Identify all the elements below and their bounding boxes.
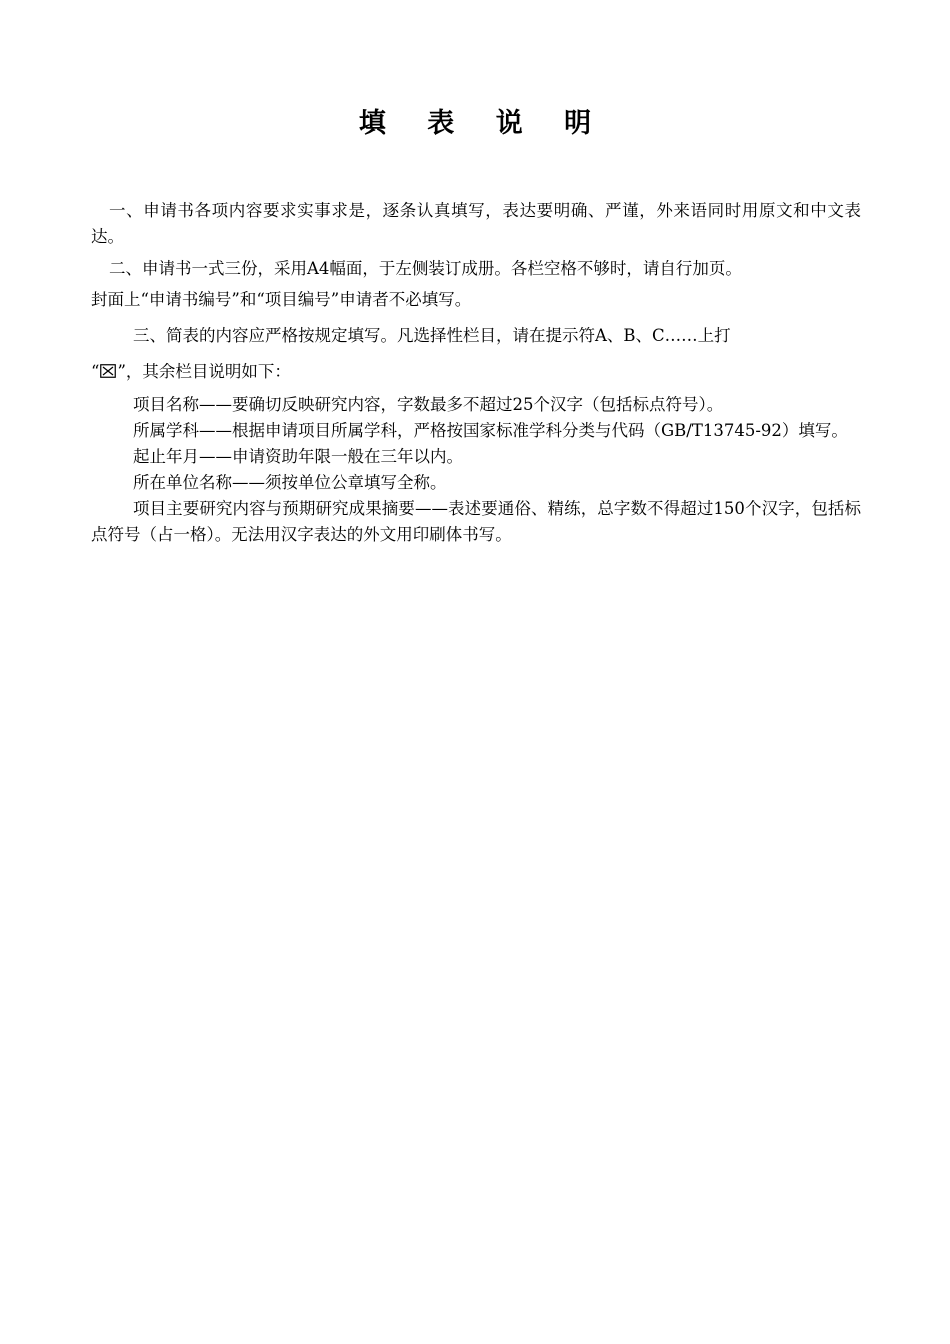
checkbox-x-icon <box>100 355 116 369</box>
instruction-item-project-name: 项目名称——要确切反映研究内容，字数最多不超过25个汉字（包括标点符号）。 <box>133 395 724 414</box>
quote-open: “ <box>91 362 100 381</box>
instruction-paragraph-5 <box>91 354 861 390</box>
page-title: 填 表 说 明 <box>358 108 608 139</box>
instruction-item-abstract: 项目主要研究内容与预期研究成果摘要——表述要通俗、精练，总字数不得超过150个汉字，包括标点符号（占一格）。无法用汉字表达的外文用印刷体书写。 <box>91 499 861 544</box>
instruction-paragraph-3: 封面上“申请书编号”和“项目编号”申请者不必填写。 <box>91 290 472 309</box>
instruction-paragraph-4: 三、简表的内容应严格按规定填写。凡选择性栏目，请在提示符A、B、C……上打 <box>133 326 731 345</box>
instruction-paragraph-5-text: ”，其余栏目说明如下： <box>117 362 291 381</box>
instruction-item-organization: 所在单位名称——须按单位公章填写全称。 <box>133 473 447 492</box>
instruction-item-discipline: 所属学科——根据申请项目所属学科，严格按国家标准学科分类与代码（GB/T13745-92）填写。 <box>133 421 848 440</box>
instruction-paragraph-2: 二、申请书一式三份，采用A4幅面，于左侧装订成册。各栏空格不够时，请自行加页。 <box>109 259 742 278</box>
instruction-paragraph-1: 一、申请书各项内容要求实事求是，逐条认真填写，表达要明确、严谨，外来语同时用原文和中文表达。 <box>91 201 861 246</box>
instruction-item-duration: 起止年月——申请资助年限一般在三年以内。 <box>133 447 463 466</box>
instructions-body <box>91 198 861 548</box>
